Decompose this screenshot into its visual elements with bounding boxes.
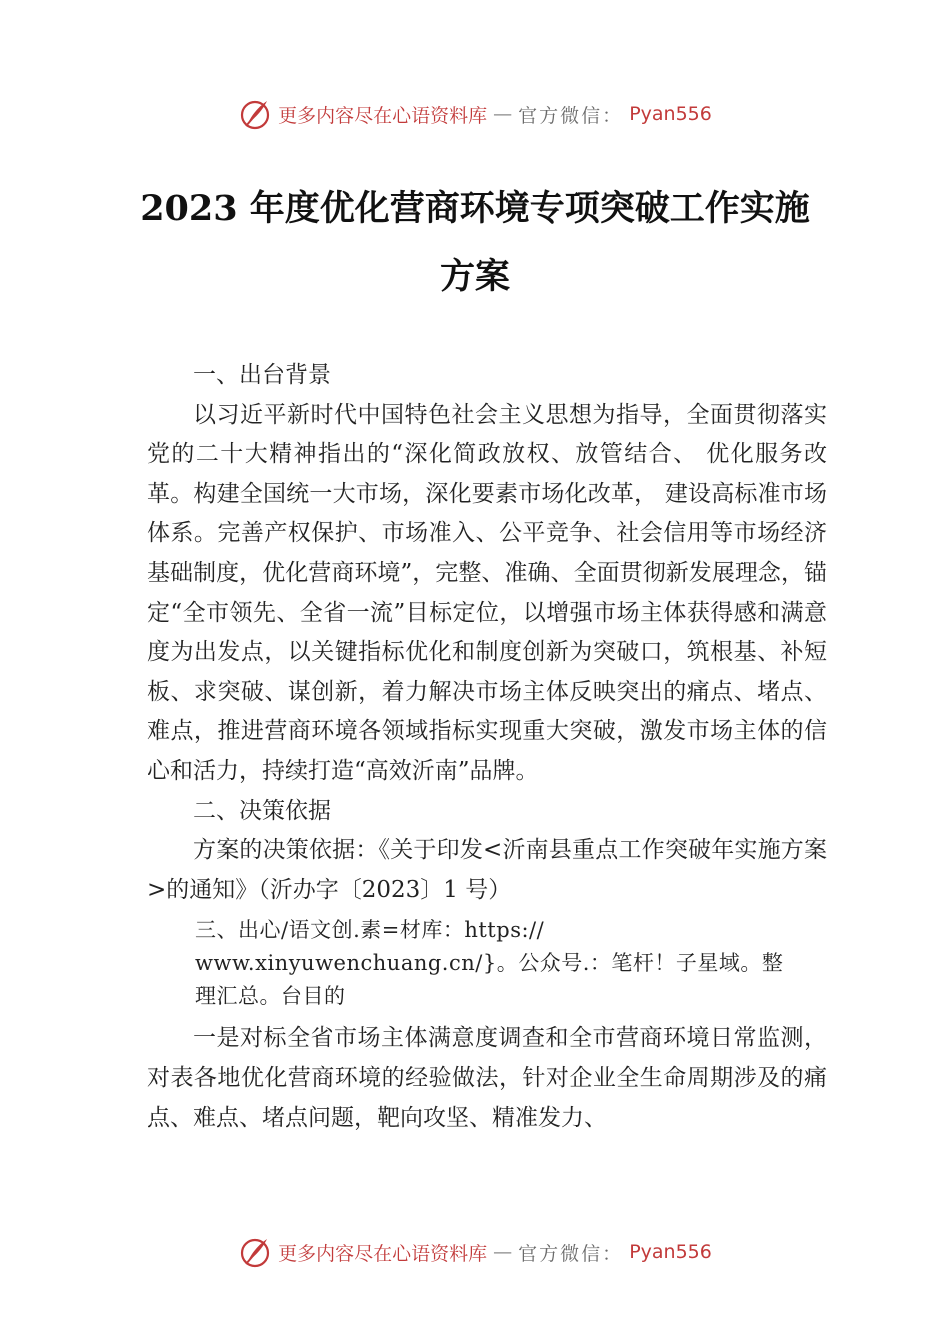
banner-content xyxy=(238,97,712,131)
purpose-heading-line-2: www.xinyuwenchuang.cn/}。公众号.：笔杆！子星域。整 xyxy=(195,951,784,976)
document-title-line-1: 2023 年度优化营商环境专项突破工作实施 xyxy=(140,188,810,229)
header-banner xyxy=(0,94,950,134)
banner-wechat-label: 官方微信： xyxy=(518,1242,624,1265)
banner-wechat-id: Pyan556 xyxy=(629,1241,712,1263)
feather-logo-icon xyxy=(238,1235,272,1269)
section-heading-basis: 二、决策依据 xyxy=(193,797,331,824)
section-heading-purpose xyxy=(195,914,827,1013)
banner-content xyxy=(238,1235,712,1269)
banner-title: 更多内容尽在心语资料库 xyxy=(278,104,488,127)
banner-separator: — xyxy=(493,103,513,125)
paragraph-background: 以习近平新时代中国特色社会主义思想为指导，全面贯彻落实党的二十大精神指出的“深化简政放权、放管结合、 优化服务改革。构建全国统一大市场，深化要素市场化改革， 建设高标准市场体系。完善产权保护、市场准入、公平竞争、社会信用等市场经济基础制度，优化营商环境”，完整、准确、全面贯彻新发展理念，锚定“全市领先、全省一流”目标定位，以增强市场主体获得感和满意度为出发点，以关键指标优化和制度创新为突破口，筑根基、补短板、求突破、谋创新，着力解决市场主体反映突出的痛点、堵点、难点，推进营商环境各领域指标实现重大突破，激发市场主体的信心和活力，持续打造“高效沂南”品牌。 xyxy=(147,401,827,784)
purpose-heading-line-3: 理汇总。台目的 xyxy=(195,984,346,1009)
document-title xyxy=(100,175,850,311)
document-title-line-2: 方案 xyxy=(439,256,510,297)
paragraph-purpose: 一是对标全省市场主体满意度调查和全市营商环境日常监测，对表各地优化营商环境的经验做法，针对企业全生命周期涉及的痛点、难点、堵点问题，靶向攻坚、精准发力、 xyxy=(147,1025,827,1131)
purpose-heading-line-1: 三、出心/语文创.素=材库：https:// xyxy=(195,918,545,943)
banner-separator: — xyxy=(493,1241,513,1263)
banner-wechat-id: Pyan556 xyxy=(629,103,712,125)
feather-logo-icon xyxy=(238,97,272,131)
section-heading-background: 一、出台背景 xyxy=(193,362,331,388)
paragraph-basis: 方案的决策依据：《关于印发<沂南县重点工作突破年实施方案>的通知》（沂办字〔2023〕1 号） xyxy=(147,837,827,903)
document-body xyxy=(147,356,827,1138)
banner-title: 更多内容尽在心语资料库 xyxy=(278,1242,488,1265)
banner-wechat-label: 官方微信： xyxy=(518,104,624,127)
footer-banner xyxy=(0,1232,950,1272)
